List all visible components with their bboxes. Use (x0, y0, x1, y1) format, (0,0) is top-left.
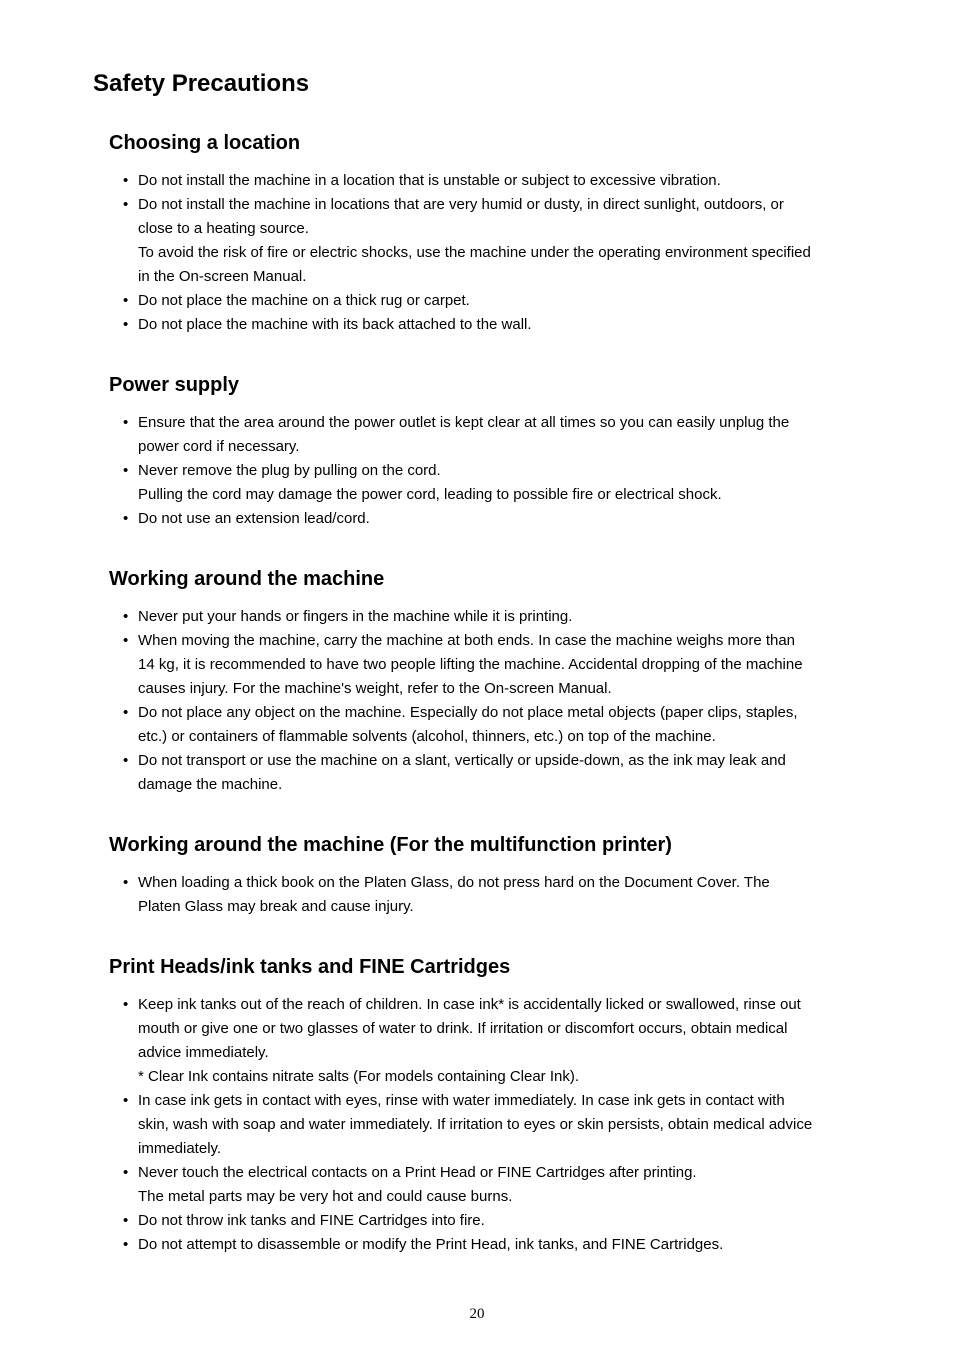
list-item (109, 749, 869, 797)
bullet-icon: • (123, 608, 129, 625)
bullet-list (109, 605, 869, 797)
list-item (109, 1209, 869, 1233)
list-item-text: When loading a thick book on the Platen Glass, do not press hard on the Document Cover. The (138, 874, 770, 891)
list-item-text: skin, wash with soap and water immediately. If irritation to eyes or skin persists, obtain medical advice (138, 1116, 813, 1133)
list-item-text: Do not place any object on the machine. Especially do not place metal objects (paper clips, staples, (138, 704, 798, 721)
list-item (109, 169, 869, 193)
list-item-text: Never remove the plug by pulling on the cord. (138, 462, 441, 479)
section-heading: Choosing a location (109, 132, 301, 154)
bullet-icon: • (123, 874, 129, 891)
bullet-icon: • (123, 704, 129, 721)
bullet-icon: • (123, 292, 129, 309)
bullet-icon: • (123, 414, 129, 431)
list-item-text: Never put your hands or fingers in the machine while it is printing. (138, 608, 573, 625)
bullet-icon: • (123, 1164, 129, 1181)
bullet-icon: • (123, 1212, 129, 1229)
bullet-icon: • (123, 752, 129, 769)
list-item-text: 14 kg, it is recommended to have two people lifting the machine. Accidental dropping of the machine (138, 656, 803, 673)
section-heading: Working around the machine (109, 568, 385, 590)
list-item-text: damage the machine. (138, 776, 283, 793)
bullet-list (109, 169, 869, 337)
list-item (109, 411, 869, 459)
section-power-supply (109, 372, 869, 527)
bullet-icon: • (123, 996, 129, 1013)
list-item-text: Pulling the cord may damage the power cord, leading to possible fire or electrical shock. (138, 486, 722, 503)
list-item (109, 605, 869, 629)
bullet-list (109, 993, 869, 1257)
list-item-text: Do not place the machine with its back attached to the wall. (138, 316, 532, 333)
section-multifunction-printer (109, 832, 869, 915)
list-item (109, 289, 869, 313)
page-number: 20 (469, 1306, 485, 1322)
list-item-text: In case ink gets in contact with eyes, rinse with water immediately. In case ink gets in contact with (138, 1092, 785, 1109)
list-item (109, 459, 869, 507)
list-item-text: * Clear Ink contains nitrate salts (For models containing Clear Ink). (138, 1068, 580, 1085)
bullet-icon: • (123, 196, 129, 213)
list-item-text: mouth or give one or two glasses of water to drink. If irritation or discomfort occurs, obtain medical (138, 1020, 788, 1037)
list-item-text: Platen Glass may break and cause injury. (138, 898, 414, 915)
list-item-text: Do not place the machine on a thick rug or carpet. (138, 292, 470, 309)
bullet-icon: • (123, 462, 129, 479)
section-choosing-location (109, 130, 869, 333)
list-item-text: Never touch the electrical contacts on a Print Head or FINE Cartridges after printing. (138, 1164, 697, 1181)
section-heading: Print Heads/ink tanks and FINE Cartridges (109, 956, 511, 978)
list-item-text: power cord if necessary. (138, 438, 300, 455)
list-item-text: Do not transport or use the machine on a slant, vertically or upside-down, as the ink may leak and (138, 752, 786, 769)
list-item-text: causes injury. For the machine's weight, refer to the On-screen Manual. (138, 680, 612, 697)
bullet-icon: • (123, 316, 129, 333)
list-item-text: immediately. (138, 1140, 222, 1157)
list-item (109, 871, 869, 919)
bullet-icon: • (123, 1236, 129, 1253)
section-heading: Power supply (109, 374, 240, 396)
list-item-text: To avoid the risk of fire or electric shocks, use the machine under the operating environment specified (138, 244, 811, 261)
list-item (109, 507, 869, 531)
list-item-text: Ensure that the area around the power outlet is kept clear at all times so you can easily unplug the (138, 414, 790, 431)
bullet-icon: • (123, 1092, 129, 1109)
list-item-text: Do not attempt to disassemble or modify the Print Head, ink tanks, and FINE Cartridges. (138, 1236, 724, 1253)
bullet-list (109, 411, 869, 531)
bullet-icon: • (123, 632, 129, 649)
list-item (109, 193, 869, 289)
list-item (109, 701, 869, 749)
list-item-text: The metal parts may be very hot and could cause burns. (138, 1188, 513, 1205)
section-print-heads-ink (109, 954, 869, 1253)
list-item-text: advice immediately. (138, 1044, 269, 1061)
list-item-text: Do not install the machine in locations that are very humid or dusty, in direct sunlight, outdoors, or (138, 196, 784, 213)
list-item-text: etc.) or containers of flammable solvents (alcohol, thinners, etc.) on top of the machine. (138, 728, 716, 745)
bullet-icon: • (123, 172, 129, 189)
list-item-text: Do not install the machine in a location that is unstable or subject to excessive vibration. (138, 172, 721, 189)
list-item (109, 1161, 869, 1209)
list-item-text: Do not throw ink tanks and FINE Cartridges into fire. (138, 1212, 485, 1229)
list-item (109, 1233, 869, 1257)
list-item (109, 313, 869, 337)
list-item-text: Keep ink tanks out of the reach of children. In case ink* is accidentally licked or swallowed, rinse out (138, 996, 801, 1013)
list-item-text: close to a heating source. (138, 220, 309, 237)
list-item-text: When moving the machine, carry the machine at both ends. In case the machine weighs more than (138, 632, 796, 649)
bullet-icon: • (123, 510, 129, 527)
bullet-list (109, 871, 869, 919)
list-item (109, 993, 869, 1089)
list-item (109, 1089, 869, 1161)
page-title: Safety Precautions (93, 70, 310, 97)
section-heading: Working around the machine (For the multifunction printer) (109, 834, 672, 856)
section-working-around-machine (109, 566, 869, 793)
list-item-text: in the On-screen Manual. (138, 268, 307, 285)
list-item-text: Do not use an extension lead/cord. (138, 510, 370, 527)
list-item (109, 629, 869, 701)
